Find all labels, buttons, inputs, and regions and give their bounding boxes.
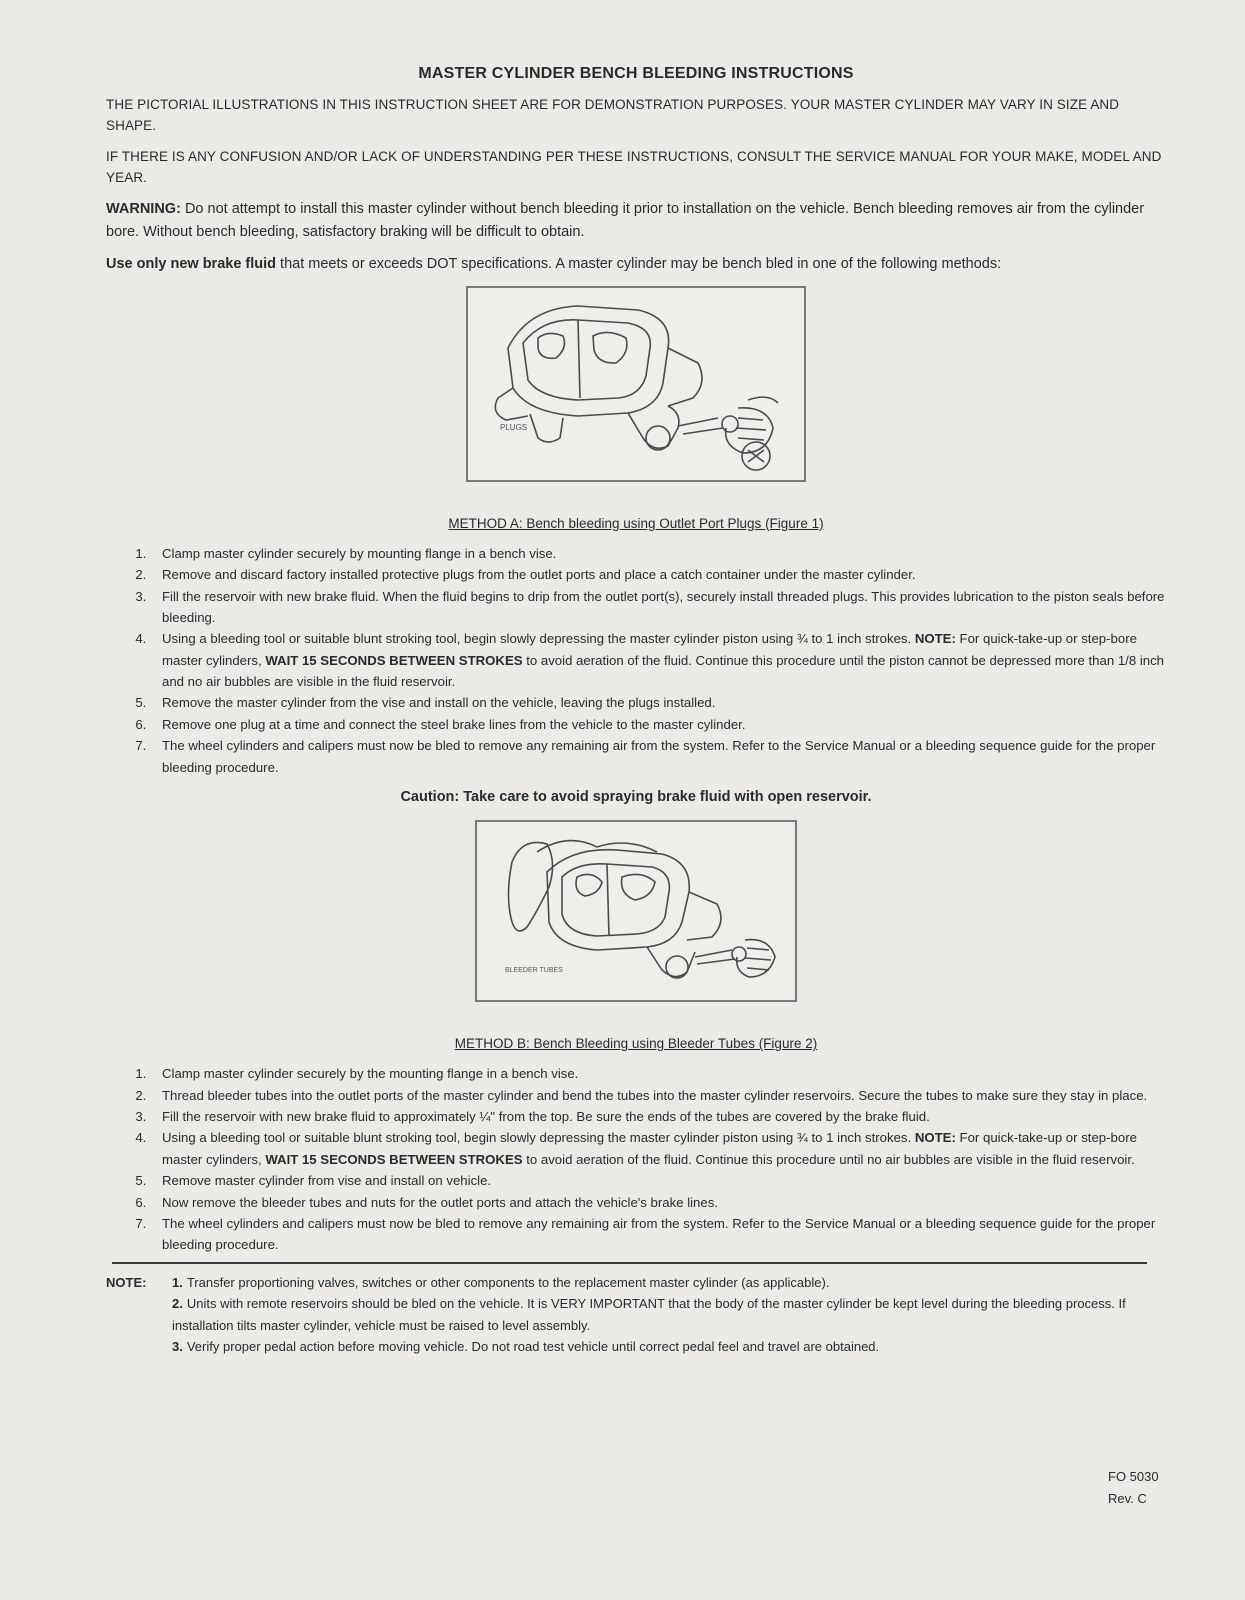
method-b-step-3: 3. Fill the reservoir with new brake fluid to approximately ¼" from the top. Be sure the ends of the tubes are covered by the brake fluid. xyxy=(150,1106,1166,1127)
figure-2-label: BLEEDER TUBES xyxy=(505,967,563,975)
method-b-step-1: 1. Clamp master cylinder securely by the mounting flange in a bench vise. xyxy=(150,1063,1166,1084)
notes-section xyxy=(106,1272,1166,1358)
method-a-steps xyxy=(106,543,1166,778)
warning-paragraph xyxy=(106,198,1166,243)
intro-paragraph-1: THE PICTORIAL ILLUSTRATIONS IN THIS INSTRUCTION SHEET ARE FOR DEMONSTRATION PURPOSES. YOUR MASTER CYLINDER MAY VARY IN SIZE AND SHAPE. xyxy=(106,96,1120,133)
method-b-step-4-text-2: For quick-take-up or step-bore master cylinders, xyxy=(162,1130,1137,1167)
figure-2-illustration xyxy=(475,820,797,1002)
method-a-step-4-wait: WAIT 15 SECONDS BETWEEN STROKES xyxy=(265,652,523,668)
divider-line xyxy=(112,1262,1147,1264)
document-code: FO 5030 xyxy=(1108,1469,1159,1484)
document-code-block xyxy=(1108,1466,1159,1510)
notes-list xyxy=(172,1272,1166,1358)
method-b-step-2: 2. Thread bleeder tubes into the outlet ports of the master cylinder and bend the tubes into the master cylinder reservoirs. Secure the tubes to make sure they stay in place. xyxy=(150,1085,1166,1106)
note-number: 2. xyxy=(172,1296,183,1312)
method-a-step-3: 3. Fill the reservoir with new brake fluid. When the fluid begins to drip from the outlet port(s), securely install threaded plugs. This provides lubrication to the piston seals before bleeding. xyxy=(150,586,1166,629)
note-item-1 xyxy=(172,1272,1166,1293)
method-b-step-4 xyxy=(150,1127,1166,1170)
method-a-step-4-note: NOTE: xyxy=(914,631,956,647)
warning-label: WARNING: xyxy=(106,201,181,218)
warning-text: Do not attempt to install this master cylinder without bench bleeding it prior to installation on the vehicle. Bench bleeding removes air from the cylinder bore. Without bench bleeding, satisfactory braking will be difficult to obtain. xyxy=(106,201,1145,240)
caution-text: Caution: Take care to avoid spraying brake fluid with open reservoir. xyxy=(400,788,872,805)
method-a-heading: METHOD A: Bench bleeding using Outlet Port Plugs (Figure 1) xyxy=(448,515,824,531)
note-number: 3. xyxy=(172,1339,183,1355)
figure-1-illustration xyxy=(466,286,806,482)
method-a-step-4-text-2: For quick-take-up or step-bore master cylinders, xyxy=(162,631,1137,668)
figure-1-label: PLUGS xyxy=(500,422,528,432)
note-item-3 xyxy=(172,1336,1166,1357)
note-text: Units with remote reservoirs should be bled on the vehicle. It is VERY IMPORTANT that the body of the master cylinder be kept level during the bleeding process. If installation tilts master cylinder, vehicle must be raised to level assembly. xyxy=(172,1296,1126,1333)
method-b-steps xyxy=(106,1063,1166,1255)
notes-label: NOTE: xyxy=(106,1274,147,1290)
method-b-step-4-text: Using a bleeding tool or suitable blunt stroking tool, begin slowly depressing the master cylinder piston using ¾ to 1 inch strokes. xyxy=(162,1130,915,1146)
method-a-step-7: 7. The wheel cylinders and calipers must now be bled to remove any remaining air from the system. Refer to the Service Manual or a bleeding sequence guide for the proper bleeding procedure. xyxy=(150,735,1166,778)
method-b-step-6: 6. Now remove the bleeder tubes and nuts for the outlet ports and attach the vehicle's brake lines. xyxy=(150,1192,1166,1213)
method-a-step-2: 2. Remove and discard factory installed protective plugs from the outlet ports and place a catch container under the master cylinder. xyxy=(150,564,1166,585)
fluid-text: that meets or exceeds DOT specifications. A master cylinder may be bench bled in one of the following methods: xyxy=(276,256,1002,273)
fluid-paragraph xyxy=(106,253,1166,275)
method-a-step-4 xyxy=(150,628,1166,692)
note-text: Transfer proportioning valves, switches or other components to the replacement master cylinder (as applicable). xyxy=(186,1274,830,1290)
method-a-step-6: 6. Remove one plug at a time and connect the steel brake lines from the vehicle to the master cylinder. xyxy=(150,714,1166,735)
method-a-step-5: 5. Remove the master cylinder from the vise and install on the vehicle, leaving the plugs installed. xyxy=(150,692,1166,713)
page-content xyxy=(106,62,1166,1357)
method-b-step-4-note: NOTE: xyxy=(914,1130,956,1146)
note-text: Verify proper pedal action before moving vehicle. Do not road test vehicle until correct pedal feel and travel are obtained. xyxy=(186,1339,880,1355)
method-a-step-4-text: Using a bleeding tool or suitable blunt stroking tool, begin slowly depressing the master cylinder piston using ¾ to 1 inch strokes. xyxy=(162,631,915,647)
revision-label: Rev. C xyxy=(1108,1491,1147,1507)
method-b-step-7: 7. The wheel cylinders and calipers must now be bled to remove any remaining air from the system. Refer to the Service Manual or a bleeding sequence guide for the proper bleeding procedure. xyxy=(150,1213,1166,1256)
method-b-heading: METHOD B: Bench Bleeding using Bleeder Tubes (Figure 2) xyxy=(454,1036,818,1052)
method-a-step-1: 1. Clamp master cylinder securely by mounting flange in a bench vise. xyxy=(150,543,1166,564)
page-title: MASTER CYLINDER BENCH BLEEDING INSTRUCTIONS xyxy=(418,65,854,82)
method-b-step-5: 5. Remove master cylinder from vise and install on vehicle. xyxy=(150,1170,1166,1191)
intro-paragraph-2: IF THERE IS ANY CONFUSION AND/OR LACK OF UNDERSTANDING PER THESE INSTRUCTIONS, CONSULT THE SERVICE MANUAL FOR YOUR MAKE, MODEL AND YEAR. xyxy=(106,148,1162,185)
method-b-step-4-text-3: to avoid aeration of the fluid. Continue this procedure until no air bubbles are visible in the fluid reservoir. xyxy=(522,1151,1135,1167)
method-a-step-4-text-3: to avoid aeration of the fluid. Continue this procedure until the piston cannot be depressed more than 1/8 inch and no air bubbles are visible in the fluid reservoir. xyxy=(162,652,1165,690)
note-number: 1. xyxy=(172,1274,183,1290)
method-b-step-4-wait: WAIT 15 SECONDS BETWEEN STROKES xyxy=(265,1151,523,1167)
fluid-bold: Use only new brake fluid xyxy=(106,256,277,273)
note-item-2 xyxy=(172,1293,1166,1336)
